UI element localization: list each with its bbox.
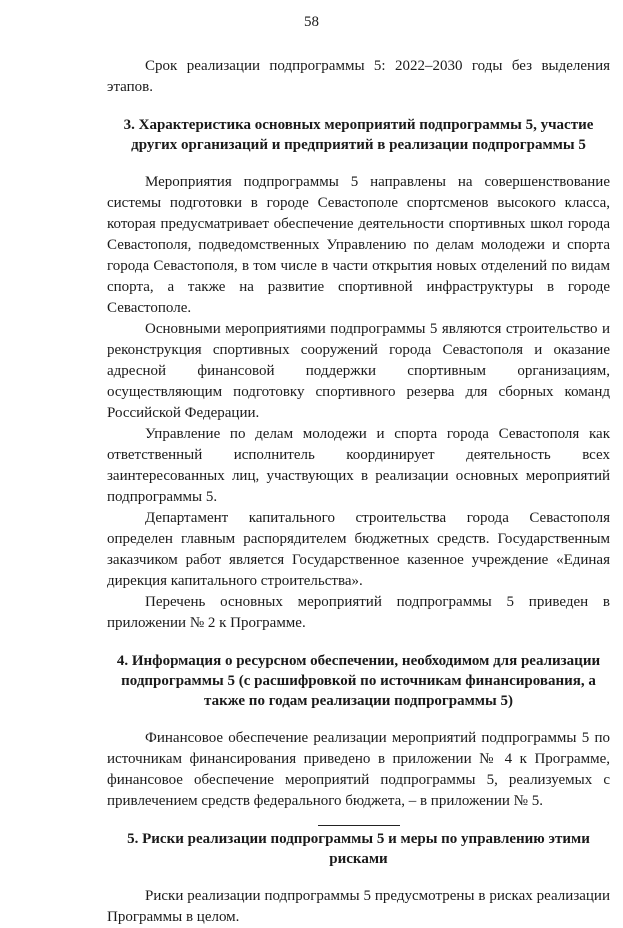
intro-paragraph: Срок реализации подпрограммы 5: 2022–2030 годы без выделения этапов. xyxy=(107,58,610,95)
section-3-paragraph: Мероприятия подпрограммы 5 направлены на совершенствование системы подготовки в городе Севастополе спортсменов высокого класса, которая предусматривает обеспечение деятельности спортивных школ города Севастополя, подведомственных Управлению по делам молодежи и спорта города Севастополя, в том числе в части открытия новых отделений по видам спорта, а также на развитие спортивной инфраструктуры в городе Севастополе. xyxy=(107,174,610,316)
end-of-text-rule xyxy=(318,825,400,826)
section-4-heading: 4. Информация о ресурсном обеспечении, необходимом для реализации подпрограммы 5 (с расшифровкой по источникам финансирования, а также по годам реализации подпрограммы 5) xyxy=(116,653,601,709)
section-4-paragraph: Финансовое обеспечение реализации мероприятий подпрограммы 5 по источникам финансирования приведено в приложении № 4 к Программе, финансовое обеспечение мероприятий подпрограммы 5, реализуемых с привлечением средств федерального бюджета, – в приложении № 5. xyxy=(107,730,610,809)
document-body xyxy=(107,56,610,928)
section-3-heading: 3. Характеристика основных мероприятий подпрограммы 5, участие других организаций и предприятий в реализации подпрограммы 5 xyxy=(123,117,594,153)
section-5-paragraph: Риски реализации подпрограммы 5 предусмотрены в рисках реализации Программы в целом. xyxy=(107,888,610,925)
section-3-paragraph: Управление по делам молодежи и спорта города Севастополя как ответственный исполнитель координирует деятельность всех заинтересованных лиц, участвующих в реализации основных мероприятий подпрограммы 5. xyxy=(107,426,610,505)
section-3-paragraph: Департамент капитального строительства города Севастополя определен главным распорядителем бюджетных средств. Государственным заказчиком работ является Государственное казенное учреждение «Единая дирекция капитального строительства». xyxy=(107,510,610,589)
section-3-paragraph: Перечень основных мероприятий подпрограммы 5 приведен в приложении № 2 к Программе. xyxy=(107,594,610,631)
section-5-heading: 5. Риски реализации подпрограммы 5 и меры по управлению этими рисками xyxy=(127,831,590,867)
section-3-paragraph: Основными мероприятиями подпрограммы 5 являются строительство и реконструкция спортивных сооружений города Севастополя и оказание адресной финансовой поддержки спортивным организациям, осуществляющим подготовку спортивного резерва для сборных команд Российской Федерации. xyxy=(107,321,610,421)
page-number: 58 xyxy=(304,14,319,30)
